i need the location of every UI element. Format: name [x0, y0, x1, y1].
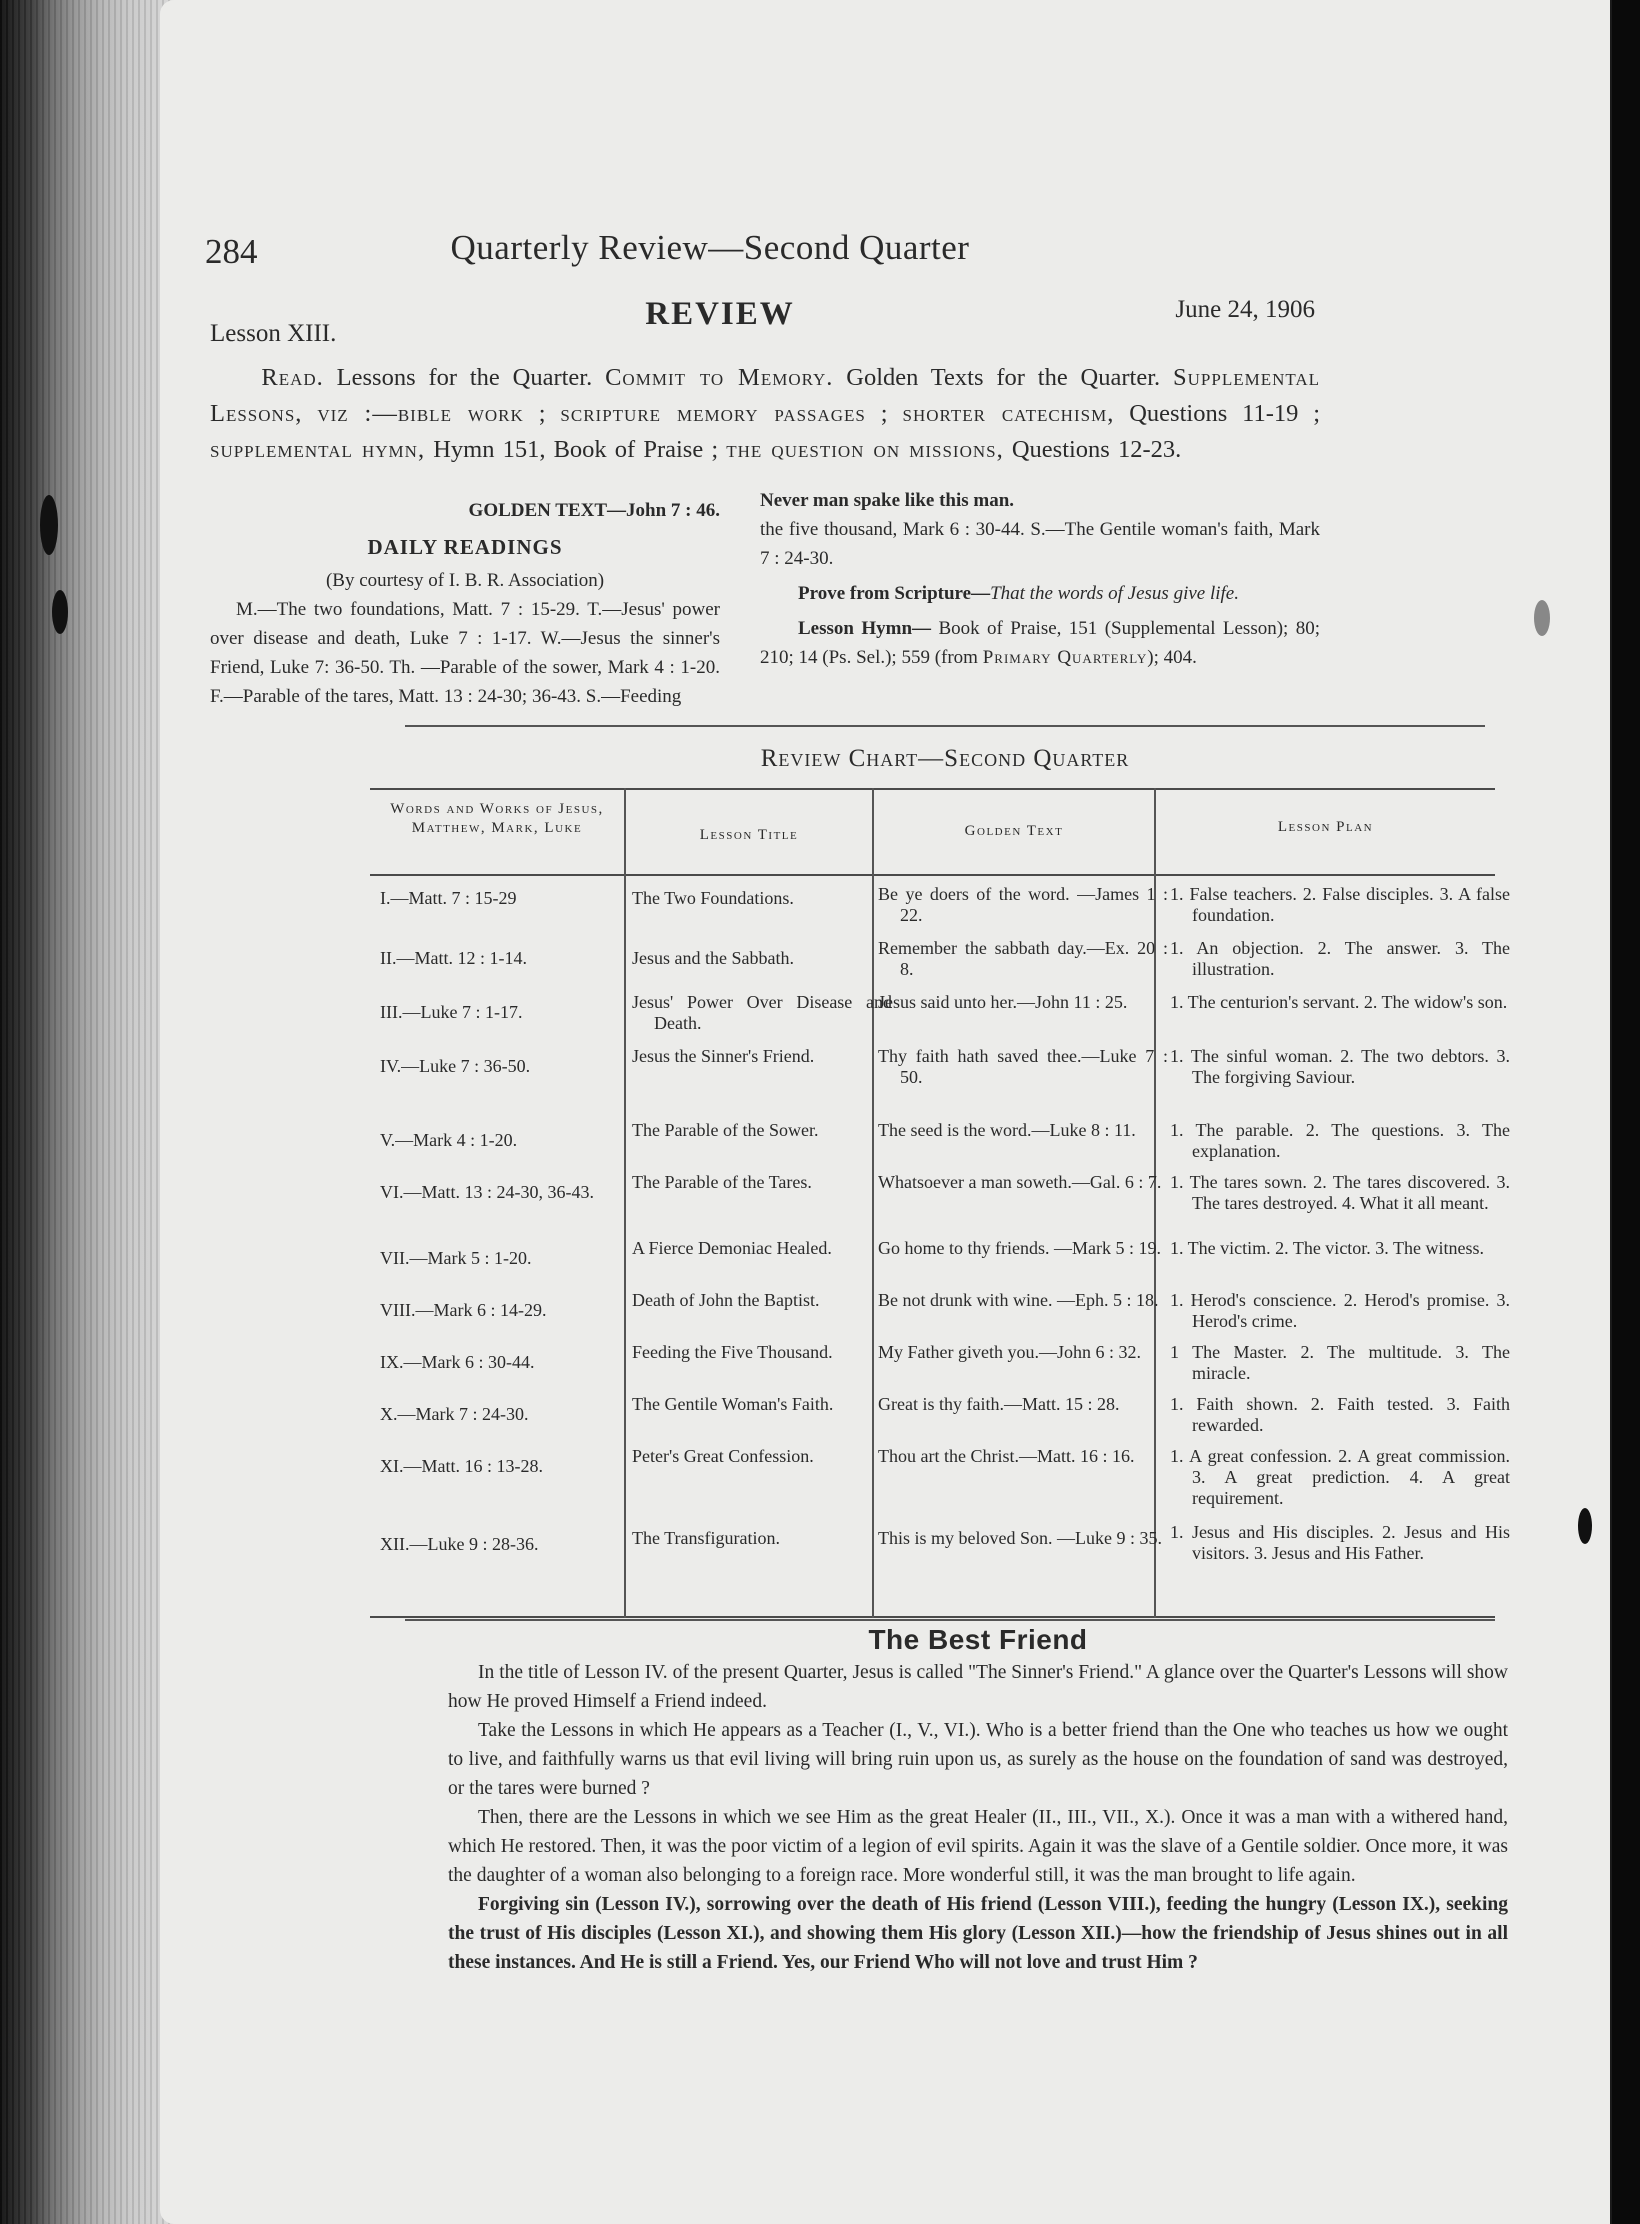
scan-border: [1612, 0, 1640, 2224]
scripture-reference: V.—Mark 4 : 1-20.: [380, 1130, 518, 1150]
binding-mark: [52, 590, 68, 634]
golden-text-cell: Remember the sabbath day.—Ex. 20 : 8.: [878, 938, 1168, 979]
header-golden-text: Golden Text: [964, 823, 1064, 839]
hymn-text: Hymn 151, Book of Praise ;: [433, 436, 719, 463]
lesson-plan-cell: 1. Jesus and His disciples. 2. Jesus and His visitors. 3. Jesus and His Father.: [1170, 1522, 1510, 1563]
golden-text: Never man spake like this man.: [760, 490, 1015, 511]
lesson-plan-cell: 1. An objection. 2. The answer. 3. The illustration.: [1170, 938, 1510, 979]
table-rule: [370, 874, 1495, 876]
commit-text: Golden Texts for the Quarter.: [846, 364, 1161, 391]
golden-text-cell: Be ye doers of the word. —James 1 : 22.: [878, 884, 1168, 925]
lesson-intro: [210, 360, 1320, 468]
bible-work: bible work: [397, 400, 524, 427]
lesson-title-cell: Jesus and the Sabbath.: [632, 948, 794, 968]
lesson-date: June 24, 1906: [1175, 296, 1315, 323]
lesson-plan-cell: 1. The victim. 2. The victor. 3. The witness.: [1170, 1238, 1484, 1258]
daily-readings-text: M.—The two foundations, Matt. 7 : 15-29. T.—Jesus' power over disease and death, Luke 7 : 1-17. W.—Jesus the sinner's Friend, Luke 7: 36-50. Th. —Parable of the sower, Mark 4 : 1-20. F.—Parable of the tares, Matt. 13 : 24-30; 36-43. S.—Feeding: [210, 599, 720, 707]
golden-text-cell: Be not drunk with wine. —Eph. 5 : 18.: [878, 1290, 1159, 1310]
golden-text-cell: Whatsoever a man soweth.—Gal. 6 : 7.: [878, 1172, 1162, 1192]
prove-text: That the words of Jesus give life.: [990, 583, 1239, 604]
lesson-plan-cell: 1. The sinful woman. 2. The two debtors. 3. The forgiving Saviour.: [1170, 1046, 1510, 1087]
lesson-plan-cell: 1. Herod's conscience. 2. Herod's promise. 3. Herod's crime.: [1170, 1290, 1510, 1331]
daily-readings-courtesy: (By courtesy of I. B. R. Association): [325, 570, 605, 591]
lesson-title-cell: The Two Foundations.: [632, 888, 794, 908]
lesson-title-cell: Feeding the Five Thousand.: [632, 1342, 833, 1362]
page-number: 284: [205, 232, 258, 271]
table-rule: [370, 1616, 1495, 1618]
column-rule: [624, 788, 626, 1618]
lesson-plan-cell: 1. The parable. 2. The questions. 3. The explanation.: [1170, 1120, 1510, 1161]
missions-text: Questions 12-23.: [1011, 436, 1182, 463]
separator: ;: [880, 400, 888, 427]
golden-text-label: GOLDEN TEXT—John 7 : 46.: [468, 500, 720, 521]
lesson-plan-cell: 1. Faith shown. 2. Faith tested. 3. Faith rewarded.: [1170, 1394, 1510, 1435]
read-label: Read.: [261, 364, 324, 391]
paragraph: Forgiving sin (Lesson IV.), sorrowing over the death of His friend (Lesson VIII.), feeding the hungry (Lesson IX.), seeking the trust of His disciples (Lesson XI.), and showing them His glory (Lesson XII.)—how the friendship of Jesus shines out in all these instances. And He is still a Friend. Yes, our Friend Who will not love and trust Him ?: [448, 1894, 1508, 1973]
punch-hole: [1534, 600, 1550, 636]
shorter-catechism: shorter catechism,: [902, 400, 1115, 427]
book-page-edges: [0, 0, 175, 2224]
lesson-title-cell: Jesus the Sinner's Friend.: [632, 1046, 815, 1066]
scripture-reference: I.—Matt. 7 : 15-29: [380, 888, 517, 908]
lesson-plan-cell: 1. The centurion's servant. 2. The widow's son.: [1170, 992, 1508, 1012]
review-chart-title: Review Chart—Second Quarter: [760, 745, 1130, 772]
daily-readings-heading: DAILY READINGS: [367, 535, 563, 559]
scripture-reference: III.—Luke 7 : 1-17.: [380, 1002, 523, 1022]
header-lesson-plan: Lesson Plan: [1277, 819, 1374, 835]
supplemental-hymn: supplemental hymn,: [210, 436, 426, 463]
scripture-reference: XI.—Matt. 16 : 13-28.: [380, 1456, 543, 1476]
lesson-title: REVIEW: [645, 296, 795, 332]
catechism-text: Questions 11-19 ;: [1129, 400, 1321, 427]
lesson-title-cell: Peter's Great Confession.: [632, 1446, 814, 1466]
table-rule: [370, 788, 1495, 790]
divider-rule: [405, 1619, 1495, 1621]
separator: ;: [538, 400, 546, 427]
question-on-missions: the question on missions,: [726, 436, 1004, 463]
scripture-reference: VII.—Mark 5 : 1-20.: [380, 1248, 532, 1268]
header-words-works: Words and Works of Jesus, Matthew, Mark, Luke: [390, 801, 604, 836]
viz-text: viz :—: [317, 400, 398, 427]
lesson-title-cell: The Parable of the Tares.: [632, 1172, 812, 1192]
golden-text-cell: The seed is the word.—Luke 8 : 11.: [878, 1120, 1136, 1140]
scripture-reference: II.—Matt. 12 : 1-14.: [380, 948, 527, 968]
right-column: [760, 486, 1320, 672]
lesson-title-cell: The Gentile Woman's Faith.: [632, 1394, 834, 1414]
review-chart-table: [370, 788, 1510, 1618]
lesson-plan-cell: 1. False teachers. 2. False disciples. 3. A false foundation.: [1170, 884, 1510, 925]
scripture-reference: IX.—Mark 6 : 30-44.: [380, 1352, 535, 1372]
column-rule: [872, 788, 874, 1618]
lesson-plan-cell: 1 The Master. 2. The multitude. 3. The miracle.: [1170, 1342, 1510, 1383]
lesson-title-cell: Death of John the Baptist.: [632, 1290, 820, 1310]
scripture-memory: scripture memory passages: [560, 400, 866, 427]
lesson-hymn-end: ); 404.: [1147, 647, 1197, 668]
golden-text-cell: This is my beloved Son. —Luke 9 : 35.: [878, 1528, 1162, 1548]
lesson-title-cell: The Parable of the Sower.: [632, 1120, 819, 1140]
lesson-hymn-label: Lesson Hymn—: [798, 618, 932, 639]
golden-text-cell: Great is thy faith.—Matt. 15 : 28.: [878, 1394, 1120, 1414]
punch-hole: [1578, 1508, 1592, 1544]
paragraph: Then, there are the Lessons in which we see Him as the great Healer (II., III., VII., X.). Once it was a man with a withered hand, which He restored. Then, it was the poor victim of a legion of evil spirits. Again it was the slave of a Gentile soldier. Once more, it was the daughter of a woman also belonging to a foreign race. More wonderful still, it was the man brought to life again.: [448, 1807, 1508, 1886]
divider-rule: [405, 725, 1485, 727]
golden-text-cell: Go home to thy friends. —Mark 5 : 19.: [878, 1238, 1161, 1258]
scripture-reference: VI.—Matt. 13 : 24-30, 36-43.: [380, 1182, 594, 1202]
binding-mark: [40, 495, 58, 555]
supplemental-label: Supplemental Lessons,: [210, 364, 1321, 427]
section-heading: The Best Friend: [868, 1624, 1088, 1655]
golden-text-cell: Thy faith hath saved thee.—Luke 7 : 50.: [878, 1046, 1168, 1087]
paragraph: Take the Lessons in which He appears as a Teacher (I., V., VI.). Who is a better friend than the One who teaches us how we ought to live, and faithfully warns us that evil living will bring ruin upon us, as surely as the house on the foundation of sand was destroyed, or the tares were burned ?: [448, 1720, 1508, 1799]
scripture-reference: IV.—Luke 7 : 36-50.: [380, 1056, 531, 1076]
left-column: [210, 496, 720, 711]
scripture-reference: X.—Mark 7 : 24-30.: [380, 1404, 529, 1424]
commit-label: Commit to Memory.: [605, 364, 834, 391]
read-text: Lessons for the Quarter.: [336, 364, 593, 391]
golden-text-cell: My Father giveth you.—John 6 : 32.: [878, 1342, 1141, 1362]
best-friend-section: [448, 1625, 1508, 1977]
prove-label: Prove from Scripture—: [798, 583, 991, 604]
scripture-reference: VIII.—Mark 6 : 14-29.: [380, 1300, 547, 1320]
lesson-plan-cell: 1. A great confession. 2. A great commission. 3. A great prediction. 4. A great requirement.: [1170, 1446, 1510, 1508]
lesson-title-cell: A Fierce Demoniac Healed.: [632, 1238, 832, 1258]
lesson-title-cell: Jesus' Power Over Disease and Death.: [632, 992, 892, 1033]
paragraph: In the title of Lesson IV. of the present Quarter, Jesus is called "The Sinner's Friend." A glance over the Quarter's Lessons will show how He proved Himself a Friend indeed.: [448, 1662, 1508, 1712]
lesson-title-cell: The Transfiguration.: [632, 1528, 780, 1548]
running-title: Quarterly Review—Second Quarter: [450, 228, 970, 267]
lesson-hymn-text: Book of Praise, 151 (Supplemental Lesson); 80; 210; 14 (Ps. Sel.); 559 (from: [760, 618, 1320, 668]
golden-text-cell: Jesus said unto her.—John 11 : 25.: [878, 992, 1128, 1012]
lesson-plan-cell: 1. The tares sown. 2. The tares discovered. 3. The tares destroyed. 4. What it all meant.: [1170, 1172, 1510, 1213]
header-lesson-title: Lesson Title: [699, 827, 799, 843]
primary-quarterly: Primary Quarterly: [982, 647, 1148, 668]
lesson-number: Lesson XIII.: [210, 320, 337, 347]
scripture-reference: XII.—Luke 9 : 28-36.: [380, 1534, 539, 1554]
golden-text-cell: Thou art the Christ.—Matt. 16 : 16.: [878, 1446, 1135, 1466]
daily-readings-continued: the five thousand, Mark 6 : 30-44. S.—The Gentile woman's faith, Mark 7 : 24-30.: [760, 519, 1320, 569]
